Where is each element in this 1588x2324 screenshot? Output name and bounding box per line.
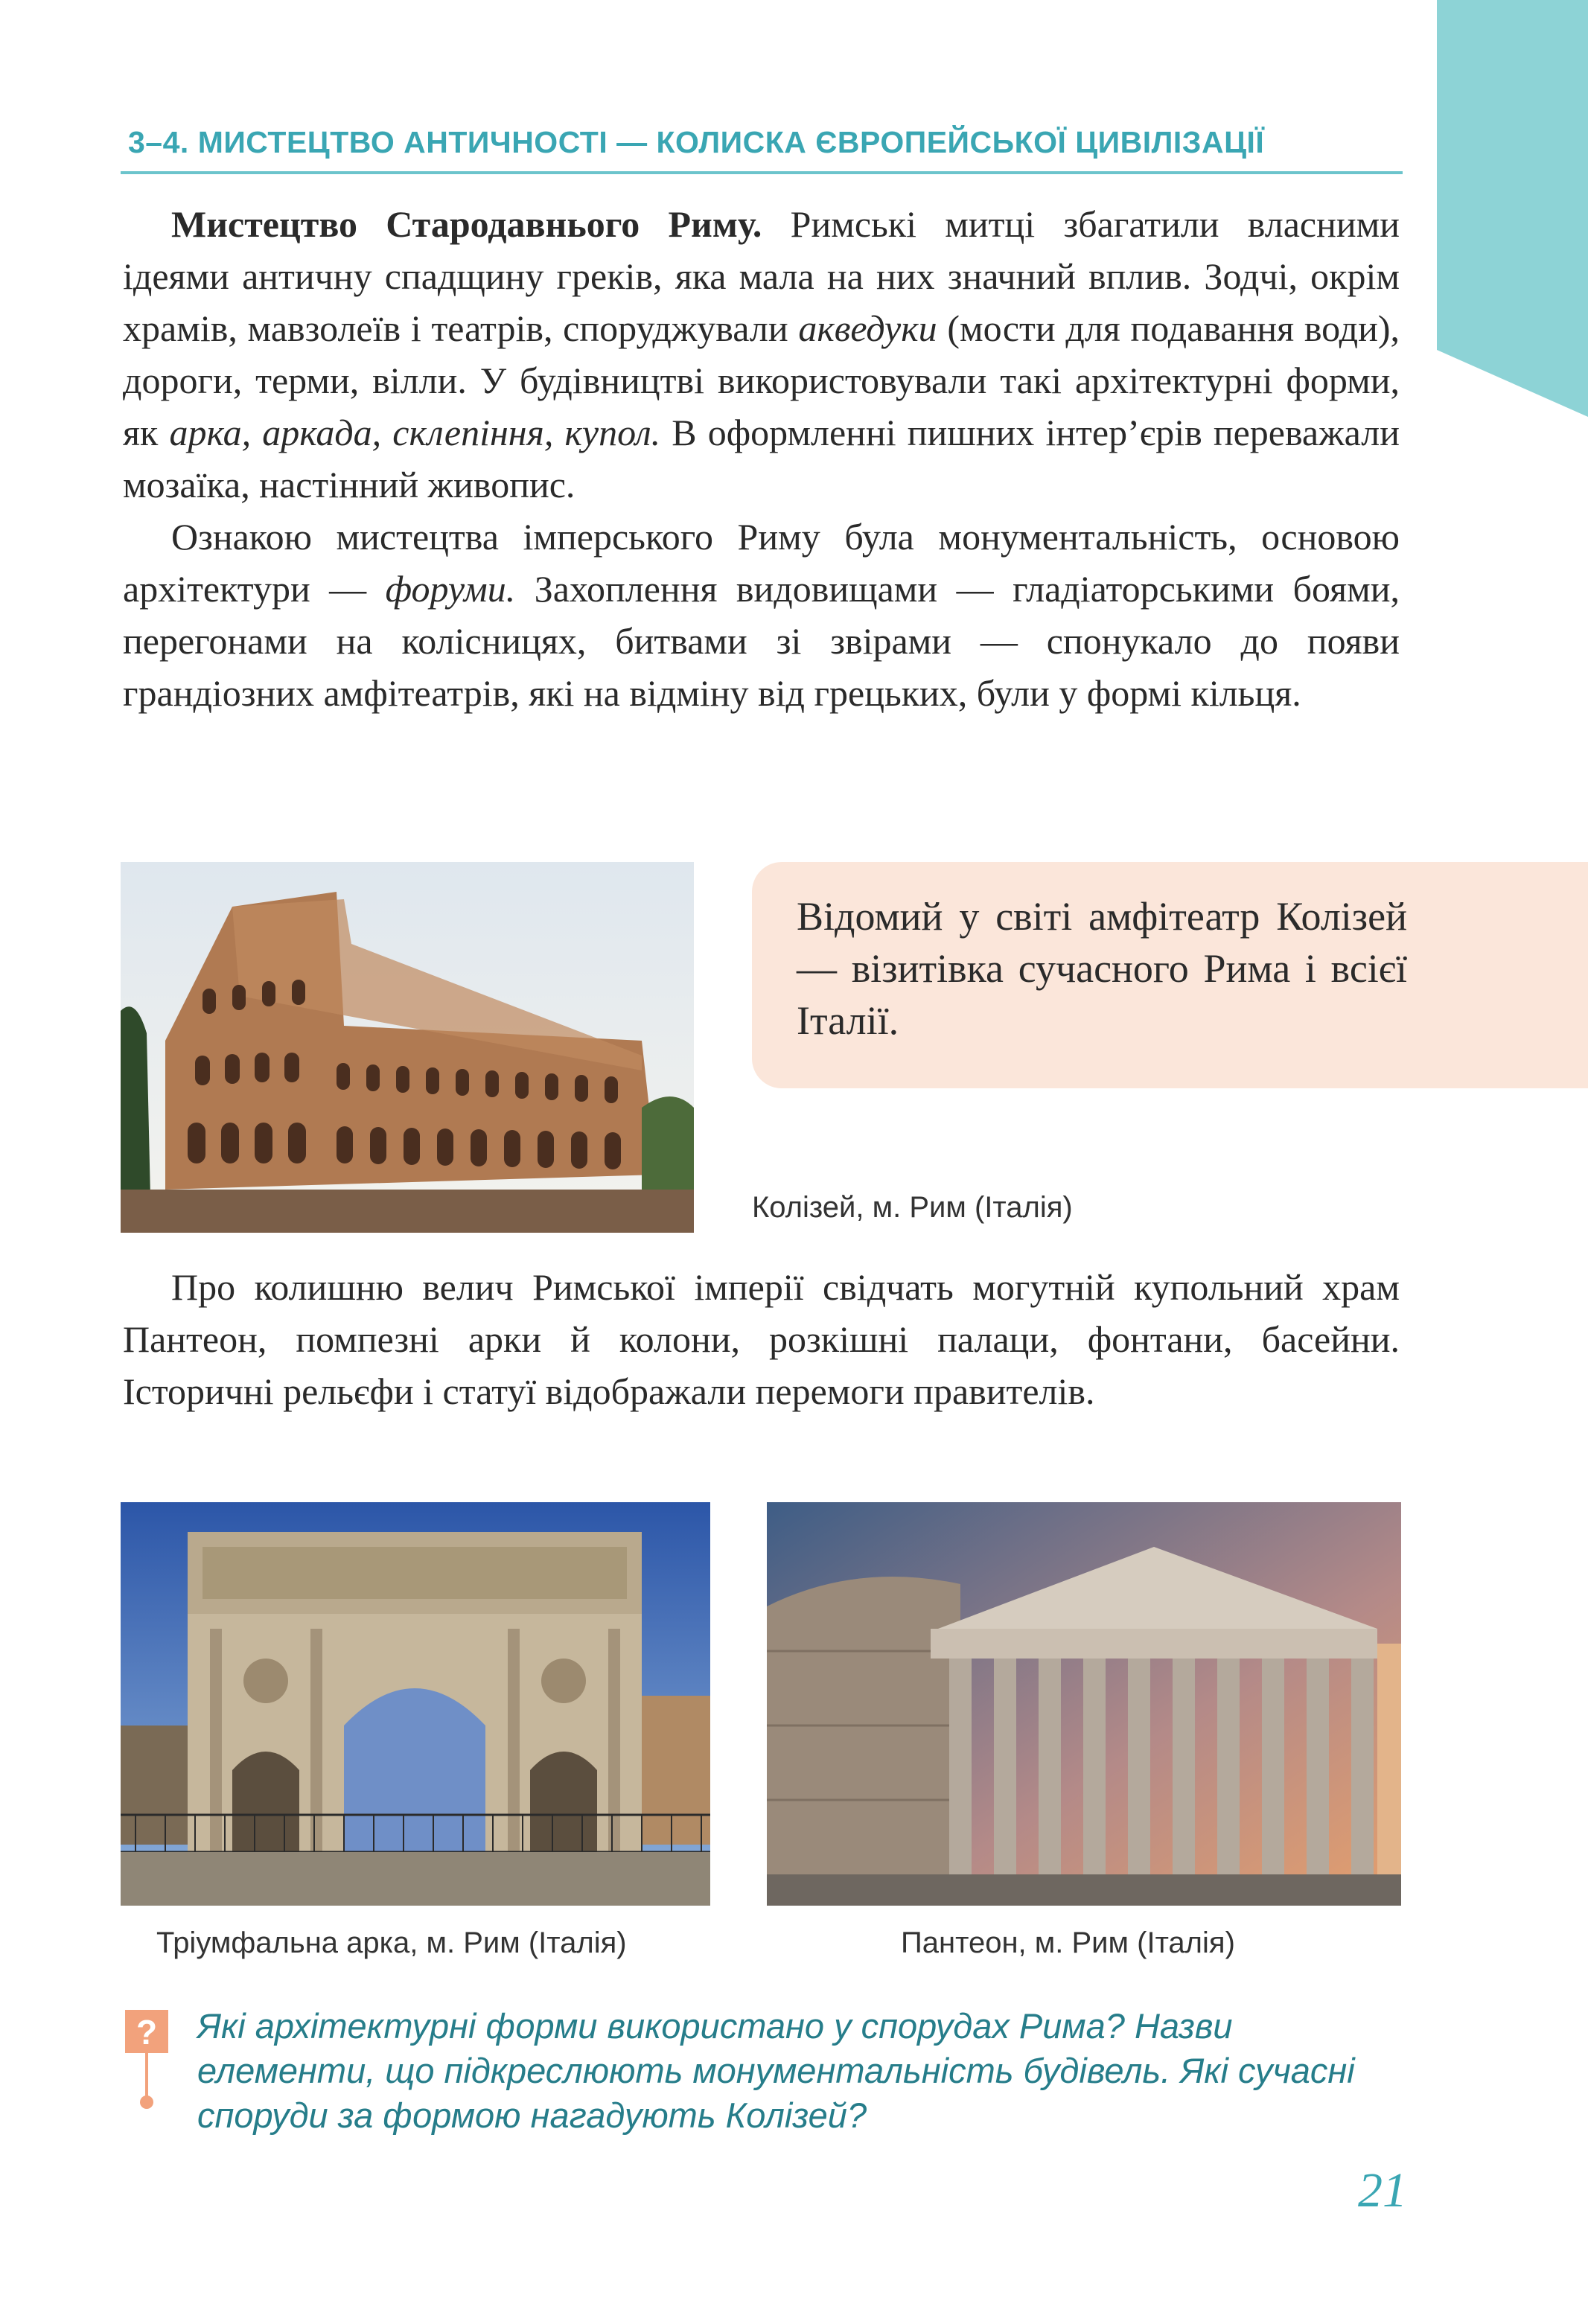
section-roman-art bbox=[123, 198, 1400, 719]
fact-callout bbox=[752, 862, 1588, 1088]
paragraph-intro bbox=[123, 198, 1400, 511]
term-aqueducts: акведуки bbox=[798, 307, 937, 349]
section-empire bbox=[123, 1261, 1400, 1417]
term-forums: форуми. bbox=[385, 568, 516, 610]
paragraph-text: В оформленні пишних інтер’єрів переважали мозаїка, настінний живопис. bbox=[123, 412, 1400, 505]
colosseum-caption: Колізей, м. Рим (Італія) bbox=[752, 1191, 1073, 1224]
colosseum-photo bbox=[121, 862, 694, 1233]
question-mark: ? bbox=[135, 2013, 158, 2052]
review-question: Які архітектурні форми використано у спорудах Рима? Назви елементи, що підкреслюють монументальність будівель. Які сучасні споруди за формою нагадують Колізей? bbox=[197, 2006, 1355, 2135]
pantheon-caption: Пантеон, м. Рим (Італія) bbox=[901, 1926, 1235, 1959]
paragraph-text: (мости для подавання води), дороги, терми, вілли. У будівництві використовували такі архітектурні форми, як bbox=[123, 307, 1400, 453]
pantheon-photo bbox=[767, 1502, 1401, 1906]
corner-tab bbox=[1437, 0, 1588, 417]
paragraph-imperial bbox=[123, 511, 1400, 719]
arch-caption: Тріумфальна арка, м. Рим (Італія) bbox=[156, 1926, 627, 1959]
paragraph-text: Захоплення видовищами — гладіаторськими боями, перегонами на колісницях, битвами зі звірами — спонукало до появи грандіозних амфітеатрів, які на відміну від грецьких, були у формі кільця. bbox=[123, 568, 1400, 714]
chapter-header: 3–4. МИСТЕЦТВО АНТИЧНОСТІ — КОЛИСКА ЄВРОПЕЙСЬКОЇ ЦИВІЛІЗАЦІЇ bbox=[128, 125, 1265, 159]
header-divider bbox=[121, 171, 1403, 174]
page-number: 21 bbox=[1358, 2163, 1407, 2218]
paragraph-text: Римські митці збагатили власними ідеями античну спадщину греків, яка мала на них значний вплив. Зодчі, окрім храмів, мавзолеїв і театрів, споруджували bbox=[123, 203, 1400, 349]
fact-text: Відомий у світі амфітеатр Колізей — візитівка сучасного Рима і всієї Італії. bbox=[797, 894, 1407, 1043]
term-architectural-forms: арка, аркада, склепіння, купол. bbox=[169, 412, 661, 453]
triumphal-arch-photo bbox=[121, 1502, 710, 1906]
paragraph-empire: Про колишню велич Римської імперії свідчать могутній купольний храм Пантеон, помпезні арки й колони, розкішні палаци, фонтани, басейни. Історичні рельєфи і статуї відображали перемоги правителів. bbox=[123, 1266, 1400, 1412]
section-heading: Мистецтво Стародавнього Риму. bbox=[171, 203, 762, 245]
paragraph-text: Ознакою мистецтва імперського Риму була монументальність, основою архітектури — bbox=[123, 516, 1400, 610]
question-icon bbox=[125, 2010, 168, 2114]
